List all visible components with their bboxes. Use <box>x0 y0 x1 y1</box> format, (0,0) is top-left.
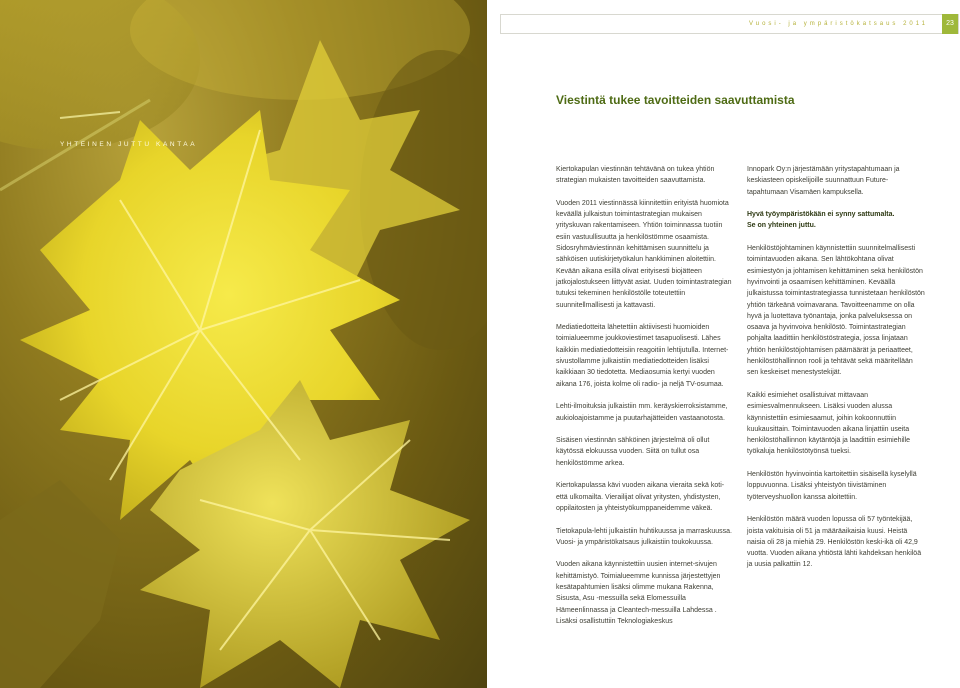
section-heading: Hyvä työympäristökään ei synny sattumalta. <box>747 211 895 219</box>
page-number-badge: 23 <box>942 14 958 34</box>
text-column-left <box>556 164 736 638</box>
paragraph: Vuoden 2011 viestinnässä kiinnitettiin erityistä huomiota keväällä julkaistun toimintastrategian mukaisen yrityskuvan rakentamiseen. Yhtiön toiminnassa tuotiin esiin vastuullisuutta ja henkilöstömme osaamista. Sidosryhmäviestinnän kehittämisen suunnittelu ja sähköisen uutiskirjetyökalun hankkiminen aloitettiin. Kevään aikana esillä olivat erityisesti biojätteen jatkojalostukseen liittyvät asiat. Uuden toimintastrategian tutuksi tekeminen henkilöstölle toteutettiin suunnitellmallisesti ja kattavasti. <box>556 199 732 309</box>
section-subheading: Se on yhteinen juttu. <box>747 222 816 230</box>
paragraph: Henkilöstöjohtaminen käynnistettiin suunnitelmallisesti toimintavuoden aikana. Sen lähtökohtana olivat esimiestyön ja johtamisen kehittäminen sekä henkilöstön hyvinvointi ja osaamisen kehittäminen. Keväällä julkaistussa toimintastrategiassa tunnistetaan henkilöstön yhtiön tärkeänä voimavarana. Tavoitteenamme on olla hyvä ja luotettava työnantaja, jonka palveluksessa on osaava ja hyvinvoiva henkilöstö. Toimintastrategian pohjalta laadittiin henkilöstöstrategia, jossa linjataan yhtiön henkilöstöjohtamisen päämäärät ja periaatteet, henkilöstöhallinnon rooli ja tehtävät sekä määritellään sen keskeiset menestystekijät. <box>747 245 925 377</box>
page-header <box>500 14 959 34</box>
text-column-right <box>747 164 925 582</box>
section-label: YHTEINEN JUTTU KANTAA <box>60 141 198 148</box>
page-title: Viestintä tukee tavoitteiden saavuttamista <box>556 93 795 107</box>
report-title: Vuosi- ja ympäristökatsaus 2011 <box>748 21 928 27</box>
paragraph: Kiertokapulan viestinnän tehtävänä on tukea yhtiön strategian mukaisten tavoitteiden saavuttamista. <box>556 166 715 185</box>
paragraph: Tietokapula-lehti julkaistiin huhtikuussa ja marraskuussa. Vuosi- ja ympäristökatsaus julkaistiin toukokuussa. <box>556 527 732 546</box>
paragraph: Vuoden aikana käynnistettiin uusien internet-sivujen kehittämistyö. Toimialueemme kunnissa järjestettyjen kesätapahtumien lisäksi olimme mukana Rakenna, Sisusta, Asu -messuilla sekä Elomessuilla Hämeenlinnassa ja Cleantech-messuilla Lahdessa . Lisäksi osallistuttiin Teknologiakeskus <box>556 561 721 625</box>
paragraph: Kiertokapulassa kävi vuoden aikana vieraita sekä koti- että ulkomailta. Vierailijat olivat yritysten, yhdistysten, oppilaitosten ja yhteistyökumppaneidemme väkeä. <box>556 482 725 512</box>
paragraph: Mediatiedotteita lähetettiin aktiivisesti huomioiden toimialueemme joukkoviestimet tasapuolisesti. Lähes kaikkiin mediatiedotteisiin reagoitiin lehtijutulla. Internet-sivustollamme julkaistiin mediatiedotteiden lisäksi kaikkiaan 30 tiedotetta. Mediaosumia kertyi vuoden aikana 176, joista kolme oli radio- ja neljä TV-osumaa. <box>556 324 729 388</box>
paragraph: Innopark Oy:n järjestämään yritystapahtumaan ja keskiasteen opiskelijoille suunnattuun Future-tapahtumaan Visamäen kampuksella. <box>747 166 900 196</box>
paragraph: Henkilöstön hyvinvointia kartoitettiin sisäisellä kyselyllä loppuvuonna. Lisäksi yhteistyön tiivistäminen työterveyshuollon kanssa aloitettiin. <box>747 471 917 501</box>
paragraph: Henkilöstön määrä vuoden lopussa oli 57 työntekijää, joista vakituisia oli 51 ja määräaikaisia kuusi. Heistä naisia oli 28 ja miehiä 29. Henkilöstön keski-ikä oli 42,9 vuotta. Vuoden aikana yhtiöstä lähti kahdeksan henkilöä ja uusia palkattiin 12. <box>747 516 922 569</box>
paragraph: Lehti-ilmoituksia julkaistiin mm. keräyskierroksistamme, aukioloajoistamme ja puutarhajätteiden vastaanotosta. <box>556 403 728 422</box>
paragraph: Kaikki esimiehet osallistuivat mittavaan esimiesvalmennukseen. Lisäksi vuoden alussa käynnistettiin esimiesaamut, joihin kokoonnuttiin kuukausittain. Toimintavuoden aikana linjattiin useita henkilöstöhallinnon käytäntöjä ja laadittiin esimiehille työkaluja henkilöstötyönsä tueksi. <box>747 391 911 456</box>
paragraph: Sisäisen viestinnän sähköinen järjestelmä oli ollut käytössä elokuussa vuoden. Siitä on tullut osa henkilöstömme arkea. <box>556 437 710 467</box>
